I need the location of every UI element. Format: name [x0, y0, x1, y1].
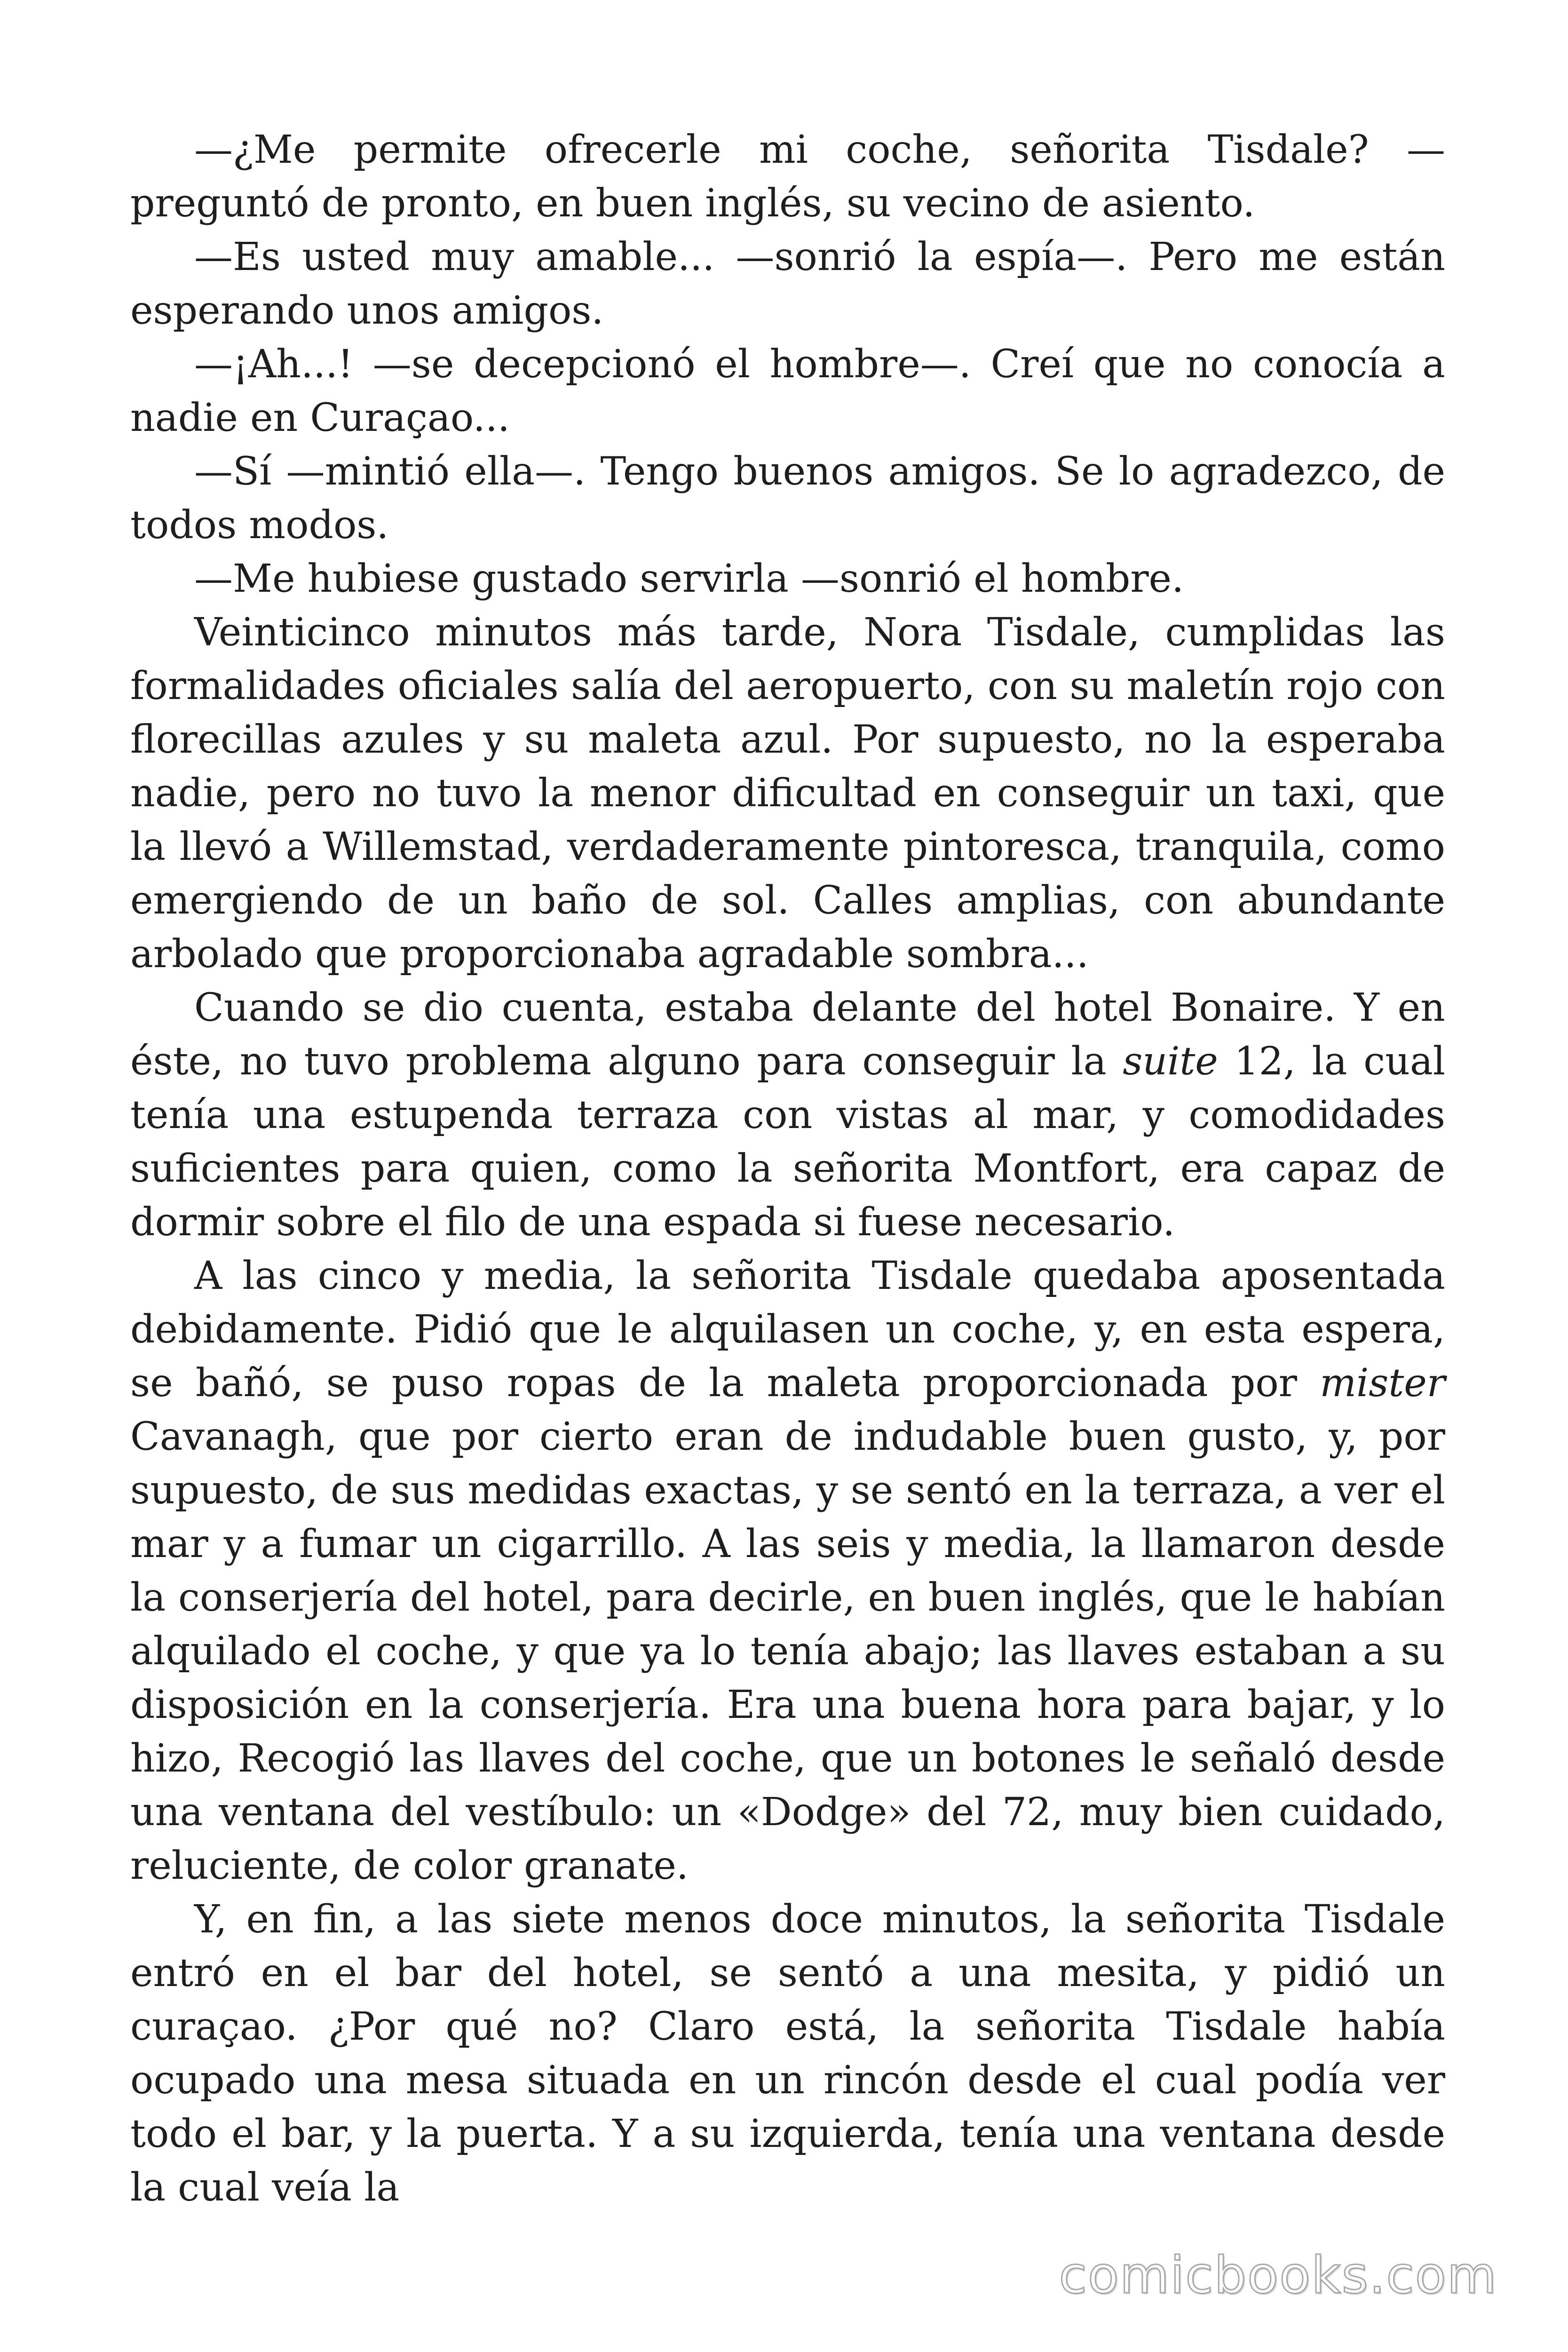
paragraph-text: 12, la cual tenía una estupenda terraza con vistas al mar, y comodidades suficientes para quien, como la señorita Montfort, era capaz de dormir sobre el filo de una espada si fuese necesario. — [130, 1039, 1445, 1245]
paragraph-text: —Es usted muy amable... —sonrió la espía—. Pero me están esperando unos amigos. — [130, 235, 1445, 333]
body-text — [130, 123, 1445, 2215]
paragraph-text: —Me hubiese gustado servirla —sonrió el hombre. — [194, 556, 1184, 601]
paragraph-text: A las cinco y media, la señorita Tisdale quedaba aposentada debidamente. Pidió que le alquilasen un coche, y, en esta espera, se bañó, se puso ropas de la maleta proporcionada por — [130, 1254, 1445, 1406]
paragraph — [130, 230, 1445, 338]
paragraph — [130, 123, 1445, 230]
paragraph-text: Cuando se dio cuenta, estaba delante del hotel Bonaire. Y en éste, no tuvo problema alguno para conseguir la — [130, 985, 1445, 1084]
paragraph-text: —Sí —mintió ella—. Tengo buenos amigos. Se lo agradezco, de todos modos. — [130, 449, 1445, 548]
paragraph-text: —¡Ah...! —se decepcionó el hombre—. Creí que no conocía a nadie en Curaçao... — [130, 342, 1445, 440]
paragraph — [130, 338, 1445, 445]
paragraph-text: —¿Me permite ofrecerle mi coche, señorita Tisdale? —preguntó de pronto, en buen inglés, su vecino de asiento. — [130, 127, 1445, 226]
paragraph — [130, 1249, 1445, 1893]
paragraph-text: Y, en fin, a las siete menos doce minutos, la señorita Tisdale entró en el bar del hotel, se sentó a una mesita, y pidió un curaçao. ¿Por qué no? Claro está, la señorita Tisdale había ocupado una mesa situada en un rincón desde el cual podía ver todo el bar, y la puerta. Y a su izquierda, tenía una ventana desde la cual veía la — [130, 1897, 1445, 2210]
paragraph-text: Veinticinco minutos más tarde, Nora Tisdale, cumplidas las formalidades oficiales salía del aeropuerto, con su maletín rojo con florecillas azules y su maleta azul. Por supuesto, no la esperaba nadie, pero no tuvo la menor dificultad en conseguir un taxi, que la llevó a Willemstad, verdaderamente pintoresca, tranquila, como emergiendo de un baño de sol. Calles amplias, con abundante arbolado que proporcionaba agradable sombra... — [130, 610, 1445, 977]
paragraph — [130, 552, 1445, 606]
italic-word: suite — [1123, 1039, 1218, 1084]
paragraph — [130, 1893, 1445, 2215]
watermark: comicbooks.com — [1059, 2246, 1497, 2305]
italic-word: mister — [1320, 1361, 1445, 1406]
paragraph — [130, 981, 1445, 1249]
paragraph — [130, 445, 1445, 552]
paragraph — [130, 606, 1445, 981]
paragraph-text: Cavanagh, que por cierto eran de indudable buen gusto, y, por supuesto, de sus medidas exactas, y se sentó en la terraza, a ver el mar y a fumar un cigarrillo. A las seis y media, la llamaron desde la conserjería del hotel, para decirle, en buen inglés, que le habían alquilado el coche, y que ya lo tenía abajo; las llaves estaban a su disposición en la conserjería. Era una buena hora para bajar, y lo hizo, Recogió las llaves del coche, que un botones le señaló desde una ventana del vestíbulo: un «Dodge» del 72, muy bien cuidado, reluciente, de color granate. — [130, 1414, 1445, 1888]
